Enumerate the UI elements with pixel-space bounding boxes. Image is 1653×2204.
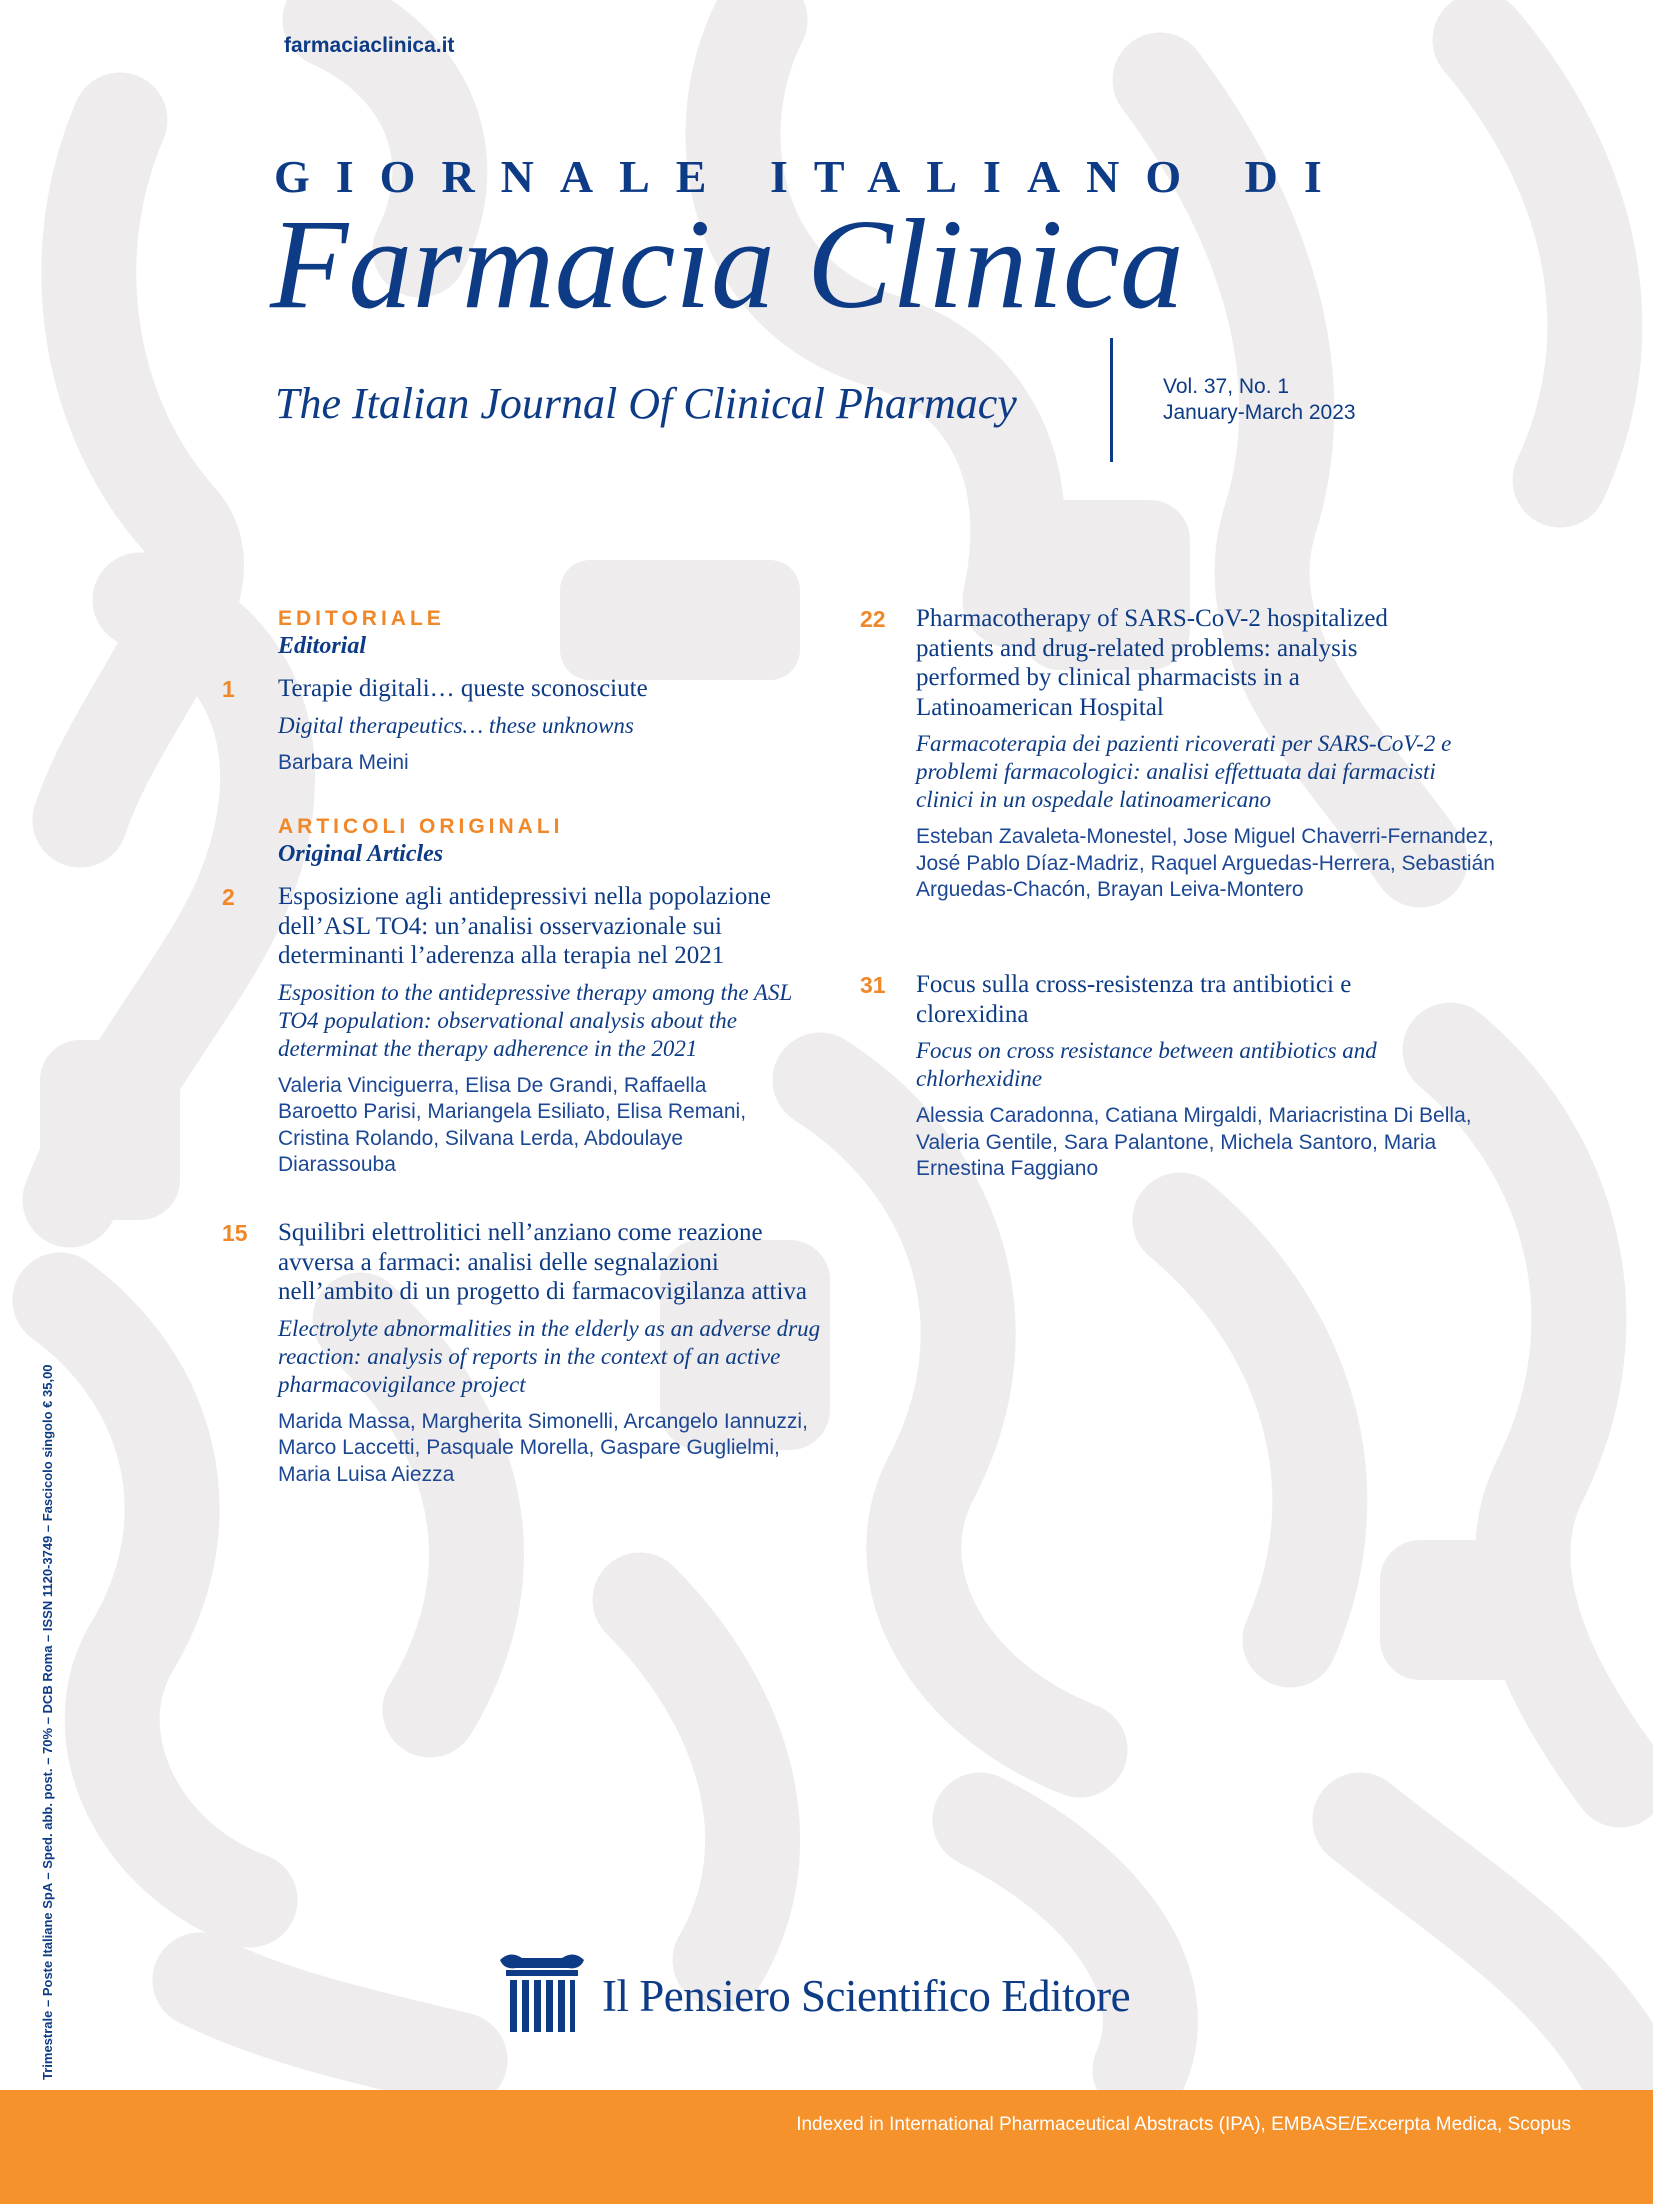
article-page-number: 15: [222, 1220, 248, 1246]
publisher-block: [496, 1950, 1130, 2042]
section-label-en: Editorial: [278, 633, 367, 660]
section-label-it: ARTICOLI ORIGINALI: [278, 815, 564, 838]
article-entry[interactable]: [222, 1218, 838, 1488]
section-label-it: EDITORIALE: [278, 607, 445, 630]
indexing-statement: Indexed in International Pharmaceutical Abstracts (IPA), EMBASE/Excerpta Medica, Scopus: [796, 2114, 1571, 2135]
article-title: Terapie digitali… queste sconosciute: [278, 675, 648, 702]
article-title: Squilibri elettrolitici nell’anziano come reazione avversa a farmaci: analisi delle segnalazioni nell’ambito di un progetto di farmacovigilanza attiva: [278, 1219, 807, 1305]
article-entry[interactable]: [860, 970, 1476, 1182]
article-translation: Focus on cross resistance between antibiotics and chlorhexidine: [916, 1038, 1377, 1092]
issue-volume: Vol. 37, No. 1: [1163, 375, 1290, 398]
section-original-articles: [278, 814, 564, 869]
article-title: Pharmacotherapy of SARS-CoV-2 hospitalized patients and drug-related problems: analysis performed by clinical pharmacists in a Latinoamerican Hospital: [916, 605, 1388, 721]
issue-date: January-March 2023: [1163, 401, 1356, 425]
article-authors: Valeria Vinciguerra, Elisa De Grandi, Raffaella Baroetto Parisi, Mariangela Esiliato, Elisa Remani, Cristina Rolando, Silvana Lerda, Abdoulaye Diarassouba: [278, 1073, 747, 1176]
article-page-number: 1: [222, 676, 235, 702]
column-capital-icon: [496, 1950, 588, 2042]
article-page-number: 22: [860, 606, 886, 632]
website-link[interactable]: farmaciaclinica.it: [284, 34, 455, 57]
spine-postal-text: Trimestrale – Poste Italiane SpA – Sped. abb. post. – 70% – DCB Roma – ISSN 1120-3749 – Fascicolo singolo € 35,00: [40, 1364, 55, 2080]
article-page-number: 31: [860, 972, 886, 998]
article-translation: Farmacoterapia dei pazienti ricoverati per SARS-CoV-2 e problemi farmacologici: analisi effettuata dai farmacisti clinici in un ospedale latinoamericano: [916, 731, 1452, 813]
article-translation: Esposition to the antidepressive therapy among the ASL TO4 population: observational analysis about the determinat the therapy adherence in the 2021: [278, 979, 792, 1061]
article-entry[interactable]: [860, 604, 1495, 904]
journal-title: Farmacia Clinica: [270, 193, 1184, 335]
article-authors: Marida Massa, Margherita Simonelli, Arcangelo Iannuzzi, Marco Laccetti, Pasquale Morella, Gaspare Guglielmi, Maria Luisa Aiezza: [278, 1409, 808, 1486]
article-entry[interactable]: [222, 882, 838, 1178]
journal-prefix: GIORNALE ITALIANO DI: [274, 151, 1348, 202]
section-editorial: [278, 606, 445, 661]
article-entry[interactable]: [222, 674, 838, 776]
section-label-en: Original Articles: [278, 841, 444, 868]
issue-info: [1163, 374, 1356, 427]
article-authors: Alessia Caradonna, Catiana Mirgaldi, Mariacristina Di Bella, Valeria Gentile, Sara Palantone, Michela Santoro, Maria Ernestina Faggiano: [916, 1104, 1472, 1180]
header-divider: [1110, 338, 1113, 462]
article-authors: Esteban Zavaleta-Monestel, Jose Miguel Chaverri-Fernandez, José Pablo Díaz-Madriz, Raquel Arguedas-Herrera, Sebastián Arguedas-Chacón, Brayan Leiva-Montero: [916, 825, 1495, 902]
journal-subtitle: The Italian Journal Of Clinical Pharmacy: [275, 379, 1017, 428]
article-translation: Digital therapeutics… these unknowns: [278, 712, 634, 738]
article-title: Esposizione agli antidepressivi nella popolazione dell’ASL TO4: un’analisi osservazionale sui determinanti l’aderenza alla terapia nel 2021: [278, 883, 771, 969]
article-title: Focus sulla cross-resistenza tra antibiotici e clorexidina: [916, 971, 1352, 1028]
publisher-name: Il Pensiero Scientifico Editore: [602, 1971, 1131, 2021]
article-translation: Electrolyte abnormalities in the elderly as an adverse drug reaction: analysis of reports in the context of an active pharmacovigilance project: [278, 1315, 821, 1397]
article-page-number: 2: [222, 884, 235, 910]
footer-bar: [0, 2090, 1653, 2204]
article-authors: Barbara Meini: [278, 750, 409, 774]
